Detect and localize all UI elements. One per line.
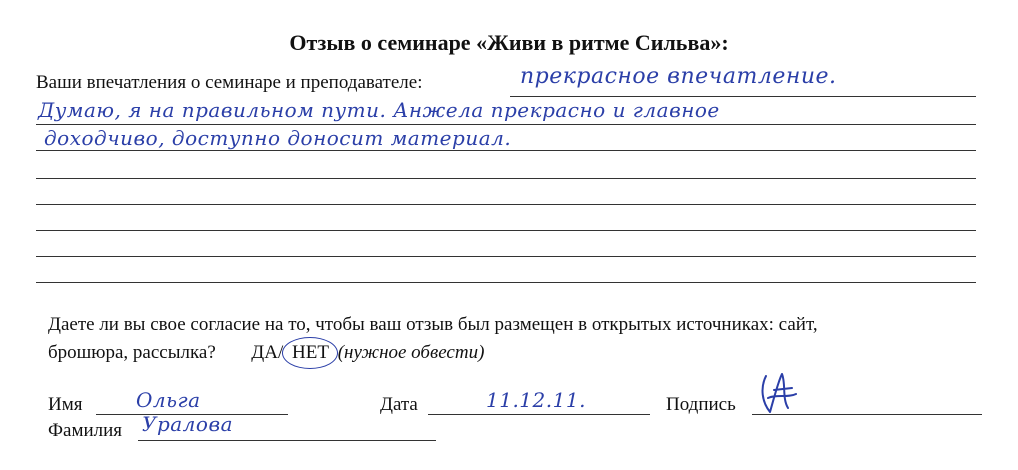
answer-rule-8: [36, 282, 976, 283]
date-value[interactable]: 11.12.11.: [486, 388, 586, 412]
impressions-answer-line-1: прекрасное впечатление.: [520, 64, 837, 89]
consent-hint: (нужное обвести): [337, 342, 485, 363]
name-label: Имя: [48, 394, 83, 415]
answer-rule-5: [36, 204, 976, 205]
name-value[interactable]: Ольга: [136, 388, 201, 412]
consent-no: НЕТ: [292, 342, 329, 363]
answer-rule-7: [36, 256, 976, 257]
answer-rule-6: [36, 230, 976, 231]
form-title: Отзыв о семинаре «Живи в ритме Сильва»:: [289, 30, 729, 55]
consent-no-option[interactable]: [288, 342, 333, 364]
answer-rule-4: [36, 178, 976, 179]
signature-rule: [752, 414, 982, 415]
impressions-answer-line-2: Думаю, я на правильном пути. Анжела прекрасно и главное: [38, 98, 720, 122]
answer-rule-2: [36, 124, 976, 125]
ink-circle-mark: [282, 337, 338, 369]
consent-question-line-2: [48, 342, 484, 364]
surname-label: Фамилия: [48, 420, 123, 441]
signature-label: Подпись: [666, 394, 736, 415]
answer-rule-3: [36, 150, 976, 151]
answer-rule-1: [510, 96, 976, 97]
consent-options-text: брошюра, рассылка?: [48, 342, 216, 363]
impressions-label: Ваши впечатления о семинаре и преподавателе:: [36, 72, 423, 93]
impressions-answer-line-3: доходчиво, доступно доносит материал.: [44, 126, 512, 150]
consent-question-line-1: Даете ли вы свое согласие на то, чтобы ваш отзыв был размещен в открытых источниках: сайт,: [48, 314, 818, 335]
surname-value[interactable]: Уралова: [142, 412, 234, 436]
date-rule: [428, 414, 650, 415]
signature-mark: [752, 368, 804, 420]
date-label: Дата: [380, 394, 418, 415]
surname-rule: [138, 440, 436, 441]
consent-yes[interactable]: ДА/: [251, 342, 284, 363]
